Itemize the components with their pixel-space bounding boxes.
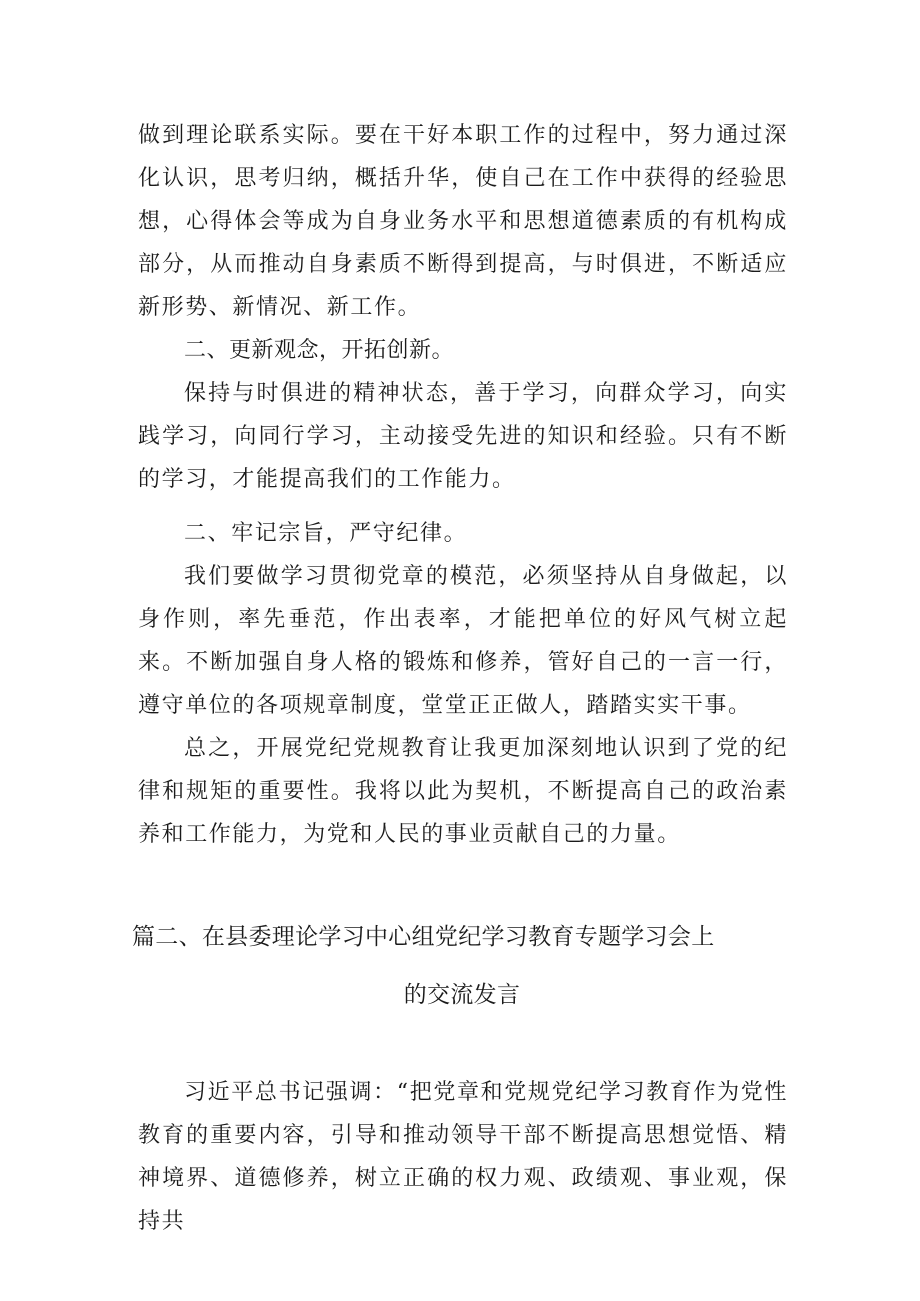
document-title-line-1: 篇二、在县委理论学习中心组党纪学习教育专题学习会上 bbox=[132, 924, 715, 950]
paragraph-theory-practice: 做到理论联系实际。要在干好本职工作的过程中，努力通过深化认识，思考归纳，概括升华，使自己在工作中获得的经验思想，心得体会等成为自身业务水平和思想道德素质的有机构成部分，从而推动自身素质不断得到提高，与时俱进，不断适应新形势、新情况、新工作。 bbox=[138, 123, 788, 320]
paragraph-learning: 保持与时俱进的精神状态，善于学习，向群众学习，向实践学习，向同行学习，主动接受先进的知识和经验。只有不断的学习，才能提高我们的工作能力。 bbox=[138, 381, 788, 492]
section-heading-innovation: 二、更新观念，开拓创新。 bbox=[184, 338, 455, 363]
paragraph-xi-quote: 习近平总书记强调：“把党章和党规党纪学习教育作为党性教育的重要内容，引导和推动领导干部不断提高思想觉悟、精神境界、道德修养，树立正确的权力观、政绩观、事业观，保持共 bbox=[138, 1080, 788, 1234]
document-title-line-2: 的交流发言 bbox=[403, 982, 521, 1008]
paragraph-conclusion: 总之，开展党纪党规教育让我更加深刻地认识到了党的纪律和规矩的重要性。我将以此为契机，不断提高自己的政治素养和工作能力，为党和人民的事业贡献自己的力量。 bbox=[138, 736, 788, 847]
section-heading-discipline: 二、牢记宗旨，严守纪律。 bbox=[184, 521, 468, 546]
paragraph-party-model: 我们要做学习贯彻党章的模范，必须坚持从自身做起，以身作则，率先垂范，作出表率，才能把单位的好风气树立起来。不断加强自身人格的锻炼和修养，管好自己的一言一行，遵守单位的各项规章制度，堂堂正正做人，踏踏实实干事。 bbox=[138, 564, 788, 718]
